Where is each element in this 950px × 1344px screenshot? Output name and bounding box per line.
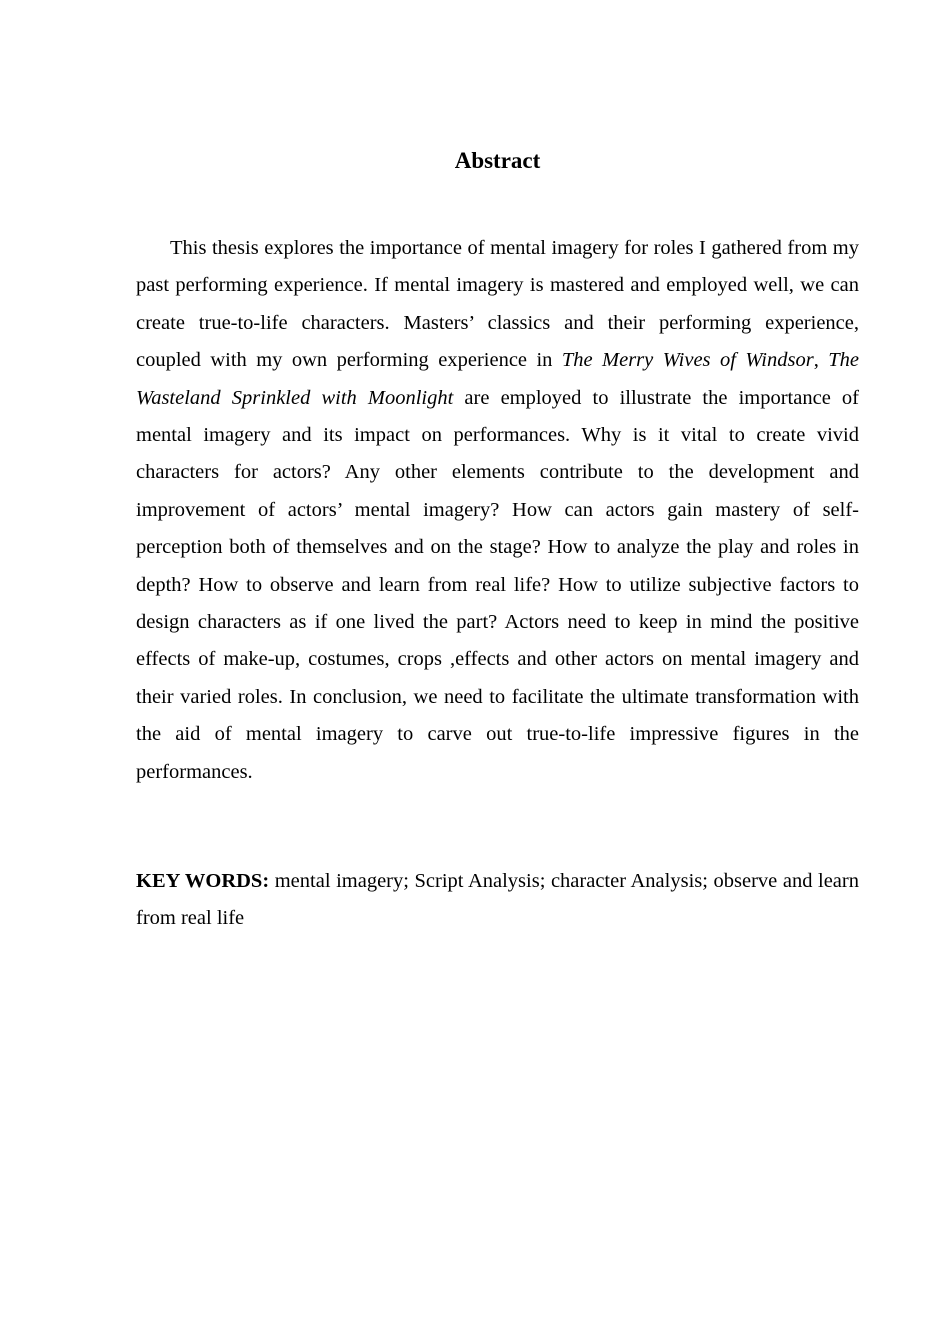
work-title-separator: ,: [813, 349, 829, 372]
page-title: Abstract: [454, 148, 541, 173]
abstract-text-part1: This thesis explores the importance of mental imagery for roles I gathered from my past performing experience. If mental imagery is mastered and employed well, we can create true-to-life characters. Masters’ classics and their performing experience, coupled with my own performing experience in: [136, 237, 859, 372]
keywords-text: mental imagery; Script Analysis; character Analysis; observe and learn from real life: [136, 870, 859, 930]
work-title-wasteland: The Wasteland Sprinkled with Moonlight: [136, 349, 859, 409]
keywords-label: KEY WORDS:: [136, 870, 270, 892]
abstract-text-part2: are employed to illustrate the importance of mental imagery and its impact on performances. Why is it vital to create vivid characters for actors? Any other elements contribute to the development and improvement of actors’ mental imagery? How can actors gain mastery of self-perception both of themselves and on the stage? How to analyze the play and roles in depth? How to observe and learn from real life? How to utilize subjective factors to design characters as if one lived the part? Actors need to keep in mind the positive effects of make-up, costumes, crops ,effects and other actors on mental imagery and their varied roles. In conclusion, we need to facilitate the ultimate transformation with the aid of mental imagery to carve out true-to-life impressive figures in the performances.: [136, 386, 859, 783]
abstract-paragraph: [136, 230, 859, 791]
work-title-merry-wives: The Merry Wives of Windsor: [561, 349, 814, 372]
keywords-paragraph: [136, 863, 859, 938]
